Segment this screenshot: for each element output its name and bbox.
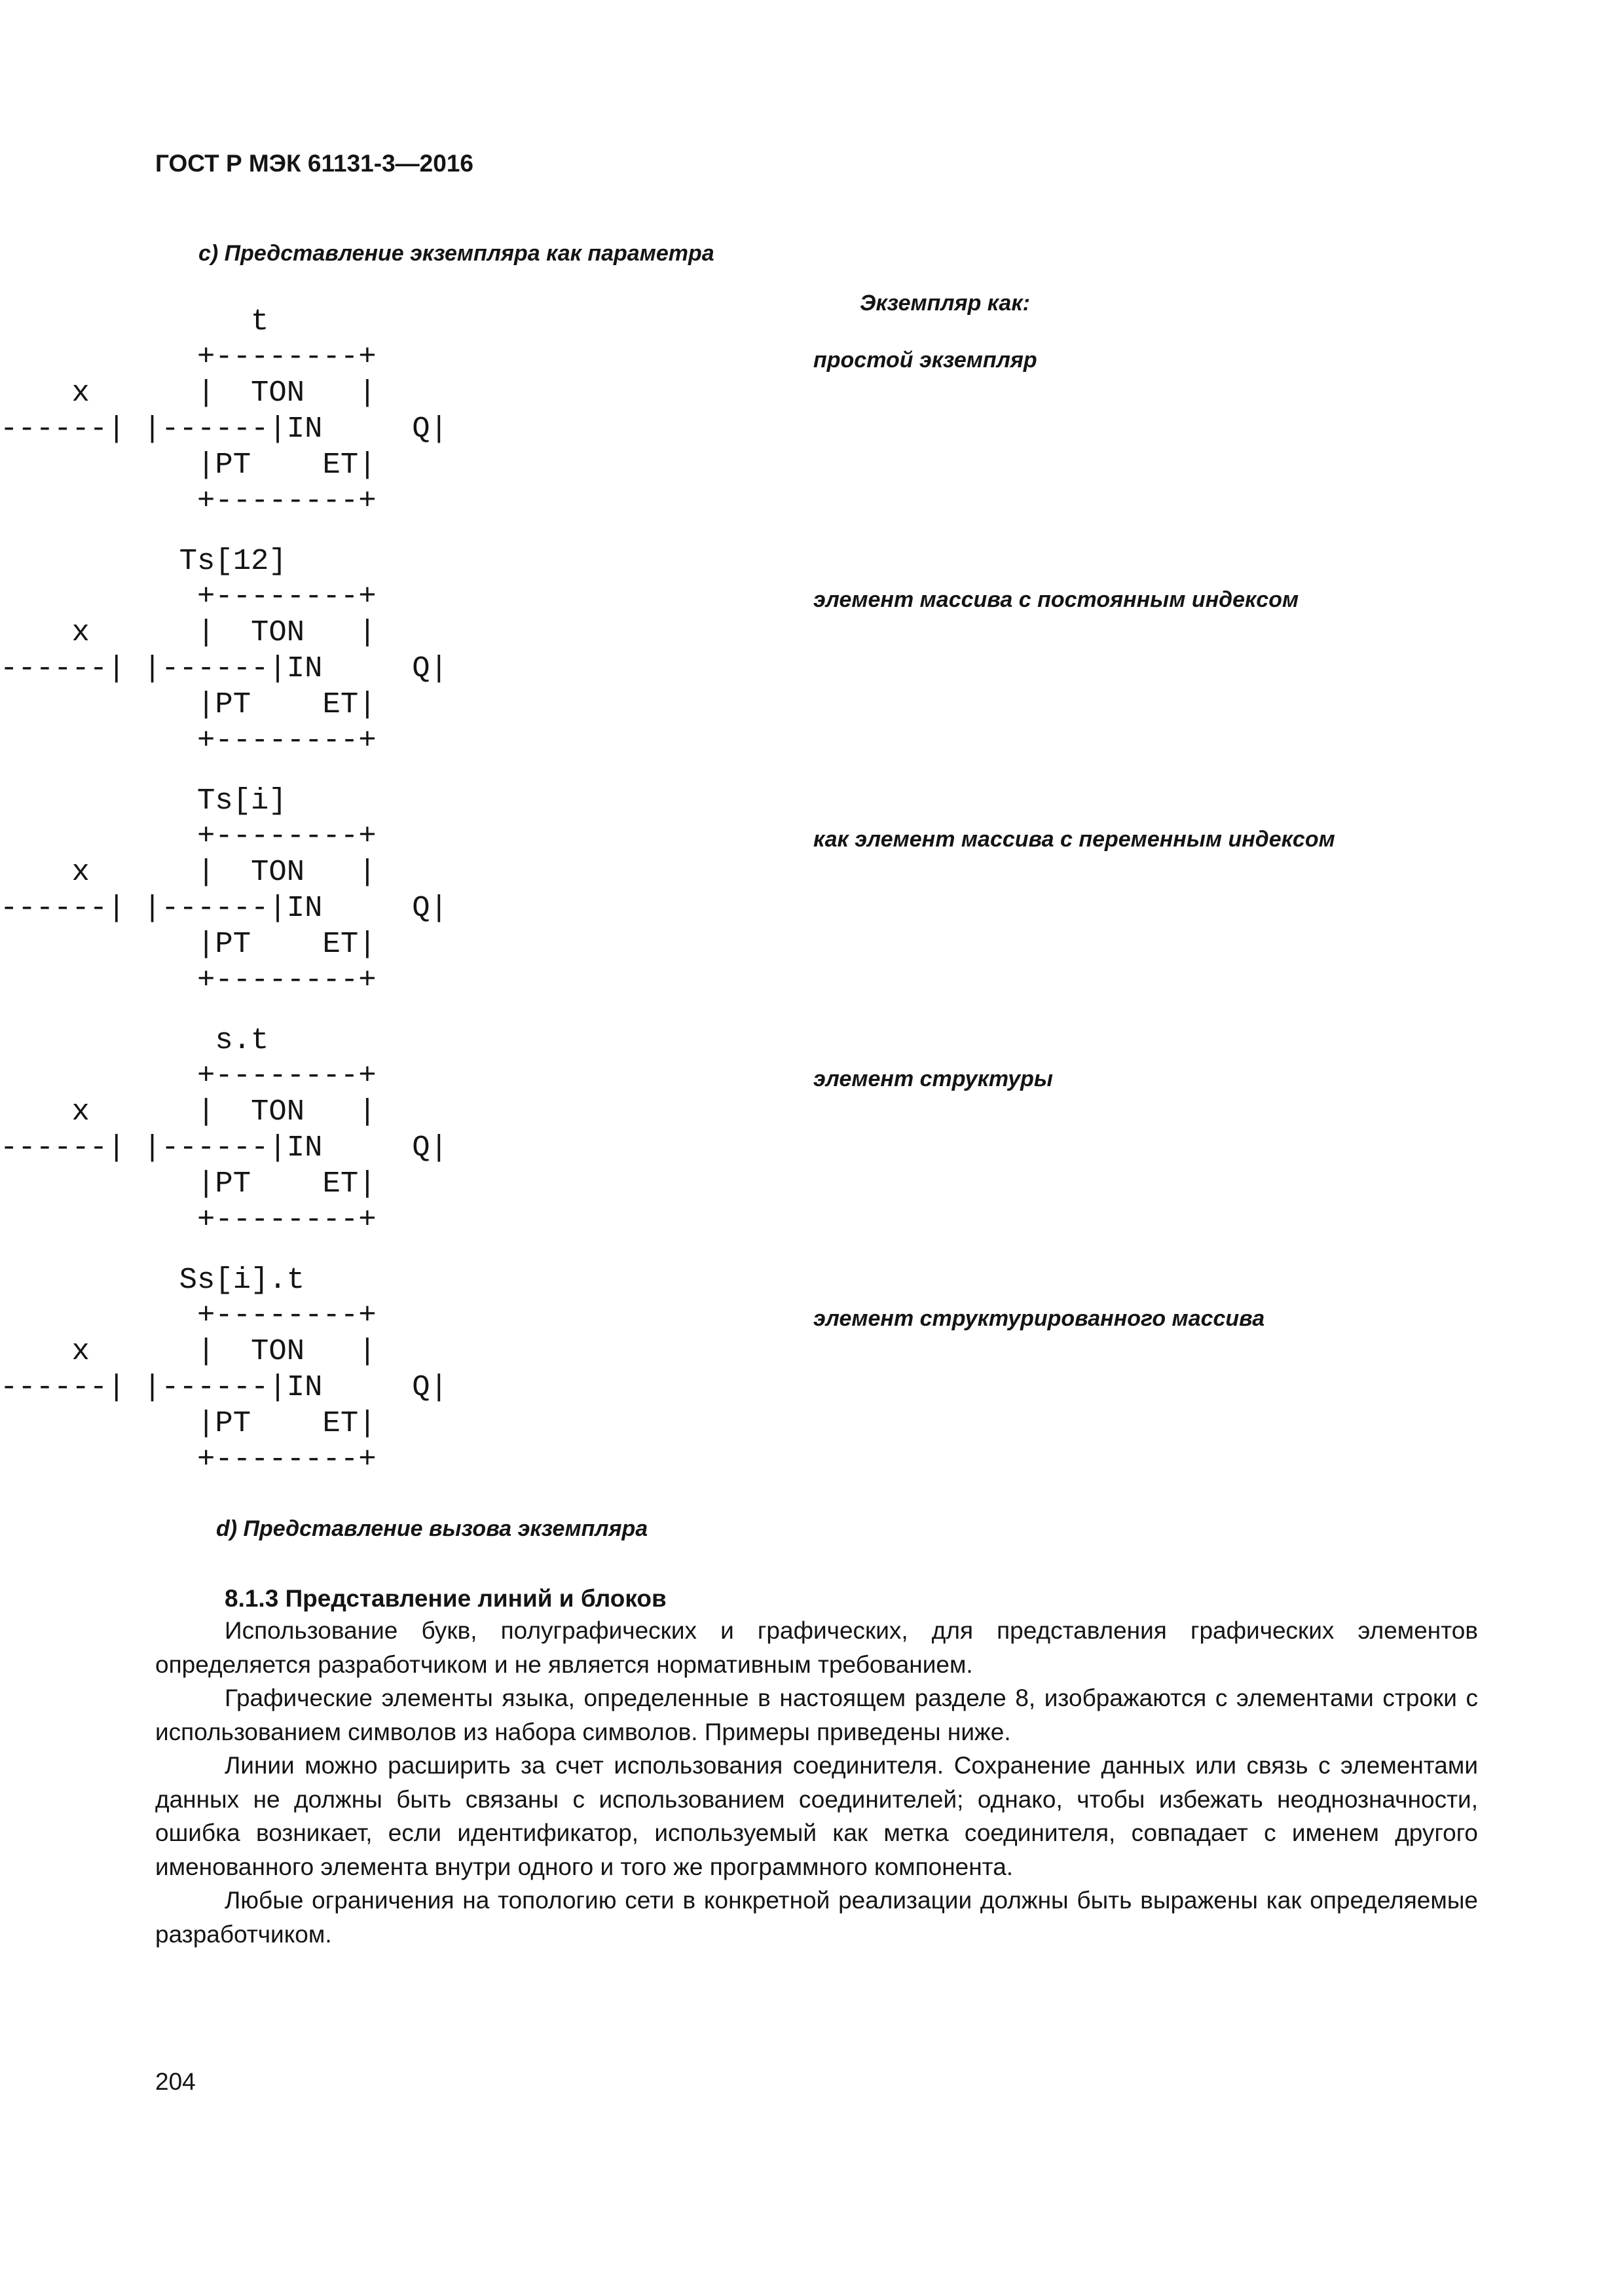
diagram-5-line-4: ------| |------|IN Q| [0,1370,449,1404]
diagram-3-line-4: ------| |------|IN Q| [0,891,449,925]
diagram-5-line-2: +--------+ [0,1298,377,1332]
body-text [155,1614,1478,1951]
page-number: 204 [155,2068,196,2095]
diagram-1-line-4: ------| |------|IN Q| [0,412,449,446]
paragraph-4: Любые ограничения на топологию сети в конкретной реализации должны быть выражены как определяемые разработчиком. [155,1887,1478,1948]
diagram-5-line-6: +--------+ [0,1442,377,1476]
diagram-3-line-1: Ts[i] [0,784,287,818]
diagram-3-line-5: |PT ET| [0,927,377,961]
diagram-1-label: простой экземпляр [813,348,1037,373]
legend-title: Экземпляр как: [860,291,1030,316]
section-title: 8.1.3 Представление линий и блоков [225,1585,667,1612]
caption-c: c) Представление экземпляра как параметра [198,241,714,266]
diagram-3-label: как элемент массива с переменным индексом [813,827,1335,852]
diagram-5-label: элемент структурированного массива [813,1306,1265,1331]
diagram-5-line-5: |PT ET| [0,1406,377,1440]
diagram-2-line-3: x | TON | [0,615,377,649]
diagram-3-line-2: +--------+ [0,819,377,853]
diagram-4-line-6: +--------+ [0,1203,377,1237]
diagram-1-line-2: +--------+ [0,340,377,374]
diagram-1-line-5: |PT ET| [0,448,377,482]
diagram-1-line-1: t [0,304,269,338]
diagram-3-line-6: +--------+ [0,963,377,997]
diagram-4-label: элемент структуры [813,1066,1053,1091]
diagram-4-line-5: |PT ET| [0,1167,377,1201]
diagram-5-line-3: x | TON | [0,1334,377,1368]
diagram-2-line-1: Ts[12] [0,544,287,578]
standard-header: ГОСТ Р МЭК 61131-3—2016 [155,150,473,177]
paragraph-2: Графические элементы языка, определенные в настоящем разделе 8, изображаются с элементами строки с использованием символов из набора символов. Примеры приведены ниже. [155,1685,1478,1745]
diagram-1-line-3: x | TON | [0,376,377,410]
diagram-4-line-1: s.t [0,1023,269,1057]
diagram-4-line-2: +--------+ [0,1059,377,1093]
diagram-2-line-2: +--------+ [0,579,377,613]
diagram-2-line-5: |PT ET| [0,687,377,721]
paragraph-1: Использование букв, полуграфических и графических, для представления графических элементов определяется разработчиком и не является нормативным требованием. [155,1617,1478,1678]
diagram-2-line-4: ------| |------|IN Q| [0,651,449,685]
diagram-4-line-3: x | TON | [0,1095,377,1129]
diagram-2-line-6: +--------+ [0,723,377,757]
diagram-1-line-6: +--------+ [0,484,377,518]
paragraph-3: Линии можно расширить за счет использования соединителя. Сохранение данных или связь с элементами данных не должны быть связаны с использованием соединителей; однако, чтобы избежать неоднозначности, ошибка возникает, если идентификатор, используемый как метка соединителя, совпадает с именем другого именованного элемента внутри одного и того же программного компонента. [155,1752,1478,1880]
diagram-2-label: элемент массива с постоянным индексом [813,587,1299,612]
caption-d: d) Представление вызова экземпляра [216,1516,648,1541]
diagram-5-line-1: Ss[i].t [0,1263,305,1297]
diagram-4-line-4: ------| |------|IN Q| [0,1131,449,1165]
diagram-3-line-3: x | TON | [0,855,377,889]
